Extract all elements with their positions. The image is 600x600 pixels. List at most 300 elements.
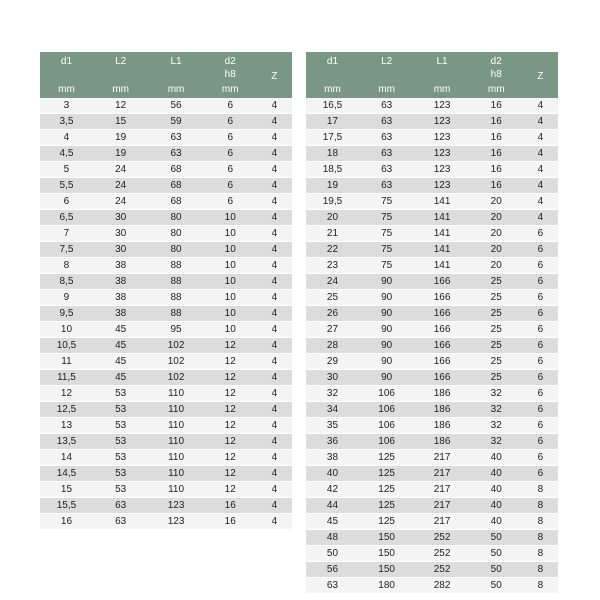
header-tolerance: h8 (490, 69, 502, 80)
cell-d2: 6 (204, 146, 257, 162)
header-tolerance: h8 (224, 69, 236, 80)
cell-l2: 45 (93, 354, 148, 370)
cell-l1: 186 (414, 434, 469, 450)
table-row (40, 514, 292, 530)
cell-l1: 95 (148, 322, 203, 338)
cell-d2: 6 (204, 98, 257, 114)
table-row (306, 290, 558, 306)
cell-l2: 15 (93, 114, 148, 130)
cell-l1: 102 (148, 370, 203, 386)
cell-l1: 166 (414, 322, 469, 338)
cell-l2: 90 (359, 274, 414, 290)
cell-d2: 25 (470, 274, 523, 290)
cell-l1: 68 (148, 178, 203, 194)
table-row (306, 210, 558, 226)
table-row (40, 178, 292, 194)
header-label: d1 (326, 56, 339, 67)
cell-l2: 75 (359, 242, 414, 258)
cell-z: 6 (523, 274, 558, 290)
table-row (40, 466, 292, 482)
cell-l2: 45 (93, 370, 148, 386)
cell-z: 4 (257, 194, 292, 210)
table-row (40, 226, 292, 242)
cell-d1: 26 (306, 306, 359, 322)
cell-d1: 22 (306, 242, 359, 258)
header-d2 (470, 52, 523, 98)
header-unit: mm (58, 84, 75, 95)
table-row (306, 482, 558, 498)
table-row (40, 306, 292, 322)
cell-d1: 30 (306, 370, 359, 386)
header-z (257, 52, 292, 98)
cell-l1: 166 (414, 274, 469, 290)
cell-z: 4 (257, 370, 292, 386)
cell-z: 6 (523, 386, 558, 402)
cell-l1: 123 (414, 130, 469, 146)
table-row (306, 386, 558, 402)
cell-d2: 12 (204, 434, 257, 450)
cell-d2: 50 (470, 578, 523, 594)
cell-d1: 24 (306, 274, 359, 290)
cell-l2: 150 (359, 562, 414, 578)
cell-z: 4 (257, 418, 292, 434)
header-l1 (414, 52, 469, 98)
cell-d2: 10 (204, 242, 257, 258)
cell-d1: 44 (306, 498, 359, 514)
cell-d1: 9 (40, 290, 93, 306)
table-row (306, 258, 558, 274)
cell-l2: 19 (93, 146, 148, 162)
header-label: Z (271, 71, 278, 82)
cell-d1: 34 (306, 402, 359, 418)
cell-d2: 16 (470, 114, 523, 130)
cell-l1: 123 (148, 514, 203, 530)
cell-d2: 12 (204, 466, 257, 482)
cell-l2: 12 (93, 98, 148, 114)
cell-l2: 125 (359, 514, 414, 530)
cell-z: 4 (257, 402, 292, 418)
cell-d1: 13 (40, 418, 93, 434)
cell-d1: 9,5 (40, 306, 93, 322)
cell-d1: 38 (306, 450, 359, 466)
cell-l2: 53 (93, 450, 148, 466)
cell-d2: 16 (470, 178, 523, 194)
header-unit: mm (378, 84, 395, 95)
cell-l2: 180 (359, 578, 414, 594)
table-row (40, 130, 292, 146)
cell-d1: 6,5 (40, 210, 93, 226)
cell-l2: 45 (93, 338, 148, 354)
cell-l2: 63 (359, 114, 414, 130)
cell-d1: 19 (306, 178, 359, 194)
cell-l2: 53 (93, 418, 148, 434)
table-row (40, 386, 292, 402)
cell-d2: 40 (470, 514, 523, 530)
cell-l2: 38 (93, 306, 148, 322)
header-unit: mm (167, 84, 185, 95)
table-row (40, 162, 292, 178)
cell-l1: 102 (148, 354, 203, 370)
cell-d2: 40 (470, 498, 523, 514)
cell-l1: 68 (148, 194, 203, 210)
cell-l1: 252 (414, 546, 469, 562)
cell-d2: 32 (470, 402, 523, 418)
cell-l2: 63 (93, 514, 148, 530)
cell-d2: 12 (204, 418, 257, 434)
cell-d1: 4 (40, 130, 93, 146)
cell-z: 4 (257, 146, 292, 162)
cell-d1: 56 (306, 562, 359, 578)
cell-l1: 141 (414, 242, 469, 258)
cell-l1: 123 (414, 178, 469, 194)
cell-d2: 25 (470, 306, 523, 322)
header-l2 (93, 52, 148, 98)
cell-d1: 15,5 (40, 498, 93, 514)
cell-l2: 45 (93, 322, 148, 338)
cell-l1: 123 (148, 498, 203, 514)
cell-z: 4 (523, 130, 558, 146)
cell-d1: 50 (306, 546, 359, 562)
cell-l1: 59 (148, 114, 203, 130)
header-label: d1 (60, 56, 73, 67)
table-row (40, 194, 292, 210)
cell-l1: 166 (414, 370, 469, 386)
cell-d2: 6 (204, 178, 257, 194)
table-row (306, 354, 558, 370)
cell-l2: 106 (359, 434, 414, 450)
cell-l2: 150 (359, 546, 414, 562)
cell-l2: 90 (359, 354, 414, 370)
cell-l1: 88 (148, 274, 203, 290)
table-header-row (306, 52, 558, 98)
cell-z: 6 (523, 370, 558, 386)
cell-d2: 20 (470, 242, 523, 258)
header-label: L1 (436, 56, 448, 67)
cell-d2: 25 (470, 370, 523, 386)
cell-l2: 90 (359, 306, 414, 322)
cell-z: 4 (257, 354, 292, 370)
cell-z: 6 (523, 466, 558, 482)
cell-l2: 75 (359, 226, 414, 242)
cell-d2: 6 (204, 114, 257, 130)
cell-l2: 53 (93, 386, 148, 402)
cell-z: 4 (523, 98, 558, 114)
table-row (306, 242, 558, 258)
cell-d2: 10 (204, 274, 257, 290)
cell-z: 4 (257, 226, 292, 242)
table-row (40, 290, 292, 306)
header-label: L2 (381, 56, 393, 67)
cell-z: 4 (257, 274, 292, 290)
cell-l2: 24 (93, 194, 148, 210)
table-row (306, 418, 558, 434)
cell-l1: 141 (414, 258, 469, 274)
cell-z: 4 (257, 306, 292, 322)
cell-d1: 7 (40, 226, 93, 242)
cell-z: 6 (523, 290, 558, 306)
header-label: L2 (115, 56, 127, 67)
cell-d2: 20 (470, 226, 523, 242)
cell-d2: 16 (470, 146, 523, 162)
cell-l2: 63 (359, 146, 414, 162)
cell-d1: 29 (306, 354, 359, 370)
cell-d1: 10 (40, 322, 93, 338)
cell-z: 8 (523, 514, 558, 530)
cell-d2: 16 (204, 514, 257, 530)
cell-z: 4 (257, 290, 292, 306)
cell-z: 4 (523, 114, 558, 130)
cell-l1: 186 (414, 418, 469, 434)
cell-z: 4 (257, 514, 292, 530)
cell-l1: 141 (414, 226, 469, 242)
cell-z: 6 (523, 226, 558, 242)
cell-z: 8 (523, 482, 558, 498)
cell-d2: 12 (204, 402, 257, 418)
cell-d2: 6 (204, 130, 257, 146)
cell-d2: 10 (204, 322, 257, 338)
table-row (306, 466, 558, 482)
cell-d2: 6 (204, 194, 257, 210)
cell-z: 4 (257, 322, 292, 338)
header-d1 (306, 52, 359, 98)
cell-l1: 88 (148, 306, 203, 322)
cell-d2: 50 (470, 530, 523, 546)
cell-d1: 21 (306, 226, 359, 242)
cell-d2: 32 (470, 418, 523, 434)
cell-l2: 125 (359, 450, 414, 466)
header-z (523, 52, 558, 98)
table-row (306, 322, 558, 338)
table-row (306, 114, 558, 130)
cell-l1: 80 (148, 242, 203, 258)
cell-d2: 10 (204, 258, 257, 274)
cell-l2: 106 (359, 402, 414, 418)
cell-d1: 8,5 (40, 274, 93, 290)
cell-d1: 19,5 (306, 194, 359, 210)
cell-z: 8 (523, 578, 558, 594)
cell-d1: 12,5 (40, 402, 93, 418)
cell-d1: 11,5 (40, 370, 93, 386)
cell-z: 4 (523, 162, 558, 178)
cell-d2: 16 (204, 498, 257, 514)
table-row (306, 194, 558, 210)
table-row (306, 546, 558, 562)
cell-d1: 7,5 (40, 242, 93, 258)
cell-d1: 27 (306, 322, 359, 338)
cell-d2: 40 (470, 466, 523, 482)
cell-d1: 11 (40, 354, 93, 370)
cell-l1: 123 (414, 98, 469, 114)
cell-z: 4 (257, 466, 292, 482)
table-row (40, 114, 292, 130)
cell-d2: 50 (470, 546, 523, 562)
cell-z: 4 (257, 498, 292, 514)
cell-z: 4 (257, 210, 292, 226)
cell-d2: 12 (204, 482, 257, 498)
cell-d2: 6 (204, 162, 257, 178)
cell-l1: 186 (414, 402, 469, 418)
cell-d1: 8 (40, 258, 93, 274)
table-row (40, 258, 292, 274)
cell-l1: 166 (414, 306, 469, 322)
cell-d1: 3,5 (40, 114, 93, 130)
cell-l1: 217 (414, 514, 469, 530)
cell-d1: 35 (306, 418, 359, 434)
cell-d2: 10 (204, 226, 257, 242)
cell-d2: 25 (470, 354, 523, 370)
cell-l1: 110 (148, 434, 203, 450)
cell-l1: 186 (414, 386, 469, 402)
cell-l1: 123 (414, 162, 469, 178)
table-row (306, 146, 558, 162)
table-row (40, 482, 292, 498)
cell-l2: 90 (359, 322, 414, 338)
cell-d1: 17 (306, 114, 359, 130)
cell-d2: 10 (204, 306, 257, 322)
cell-d2: 40 (470, 482, 523, 498)
cell-l2: 90 (359, 338, 414, 354)
cell-l1: 88 (148, 290, 203, 306)
cell-d1: 14 (40, 450, 93, 466)
cell-z: 4 (523, 210, 558, 226)
dimension-table-right (306, 52, 558, 594)
table-row (40, 210, 292, 226)
header-unit: mm (221, 84, 239, 95)
cell-d1: 12 (40, 386, 93, 402)
cell-z: 4 (257, 98, 292, 114)
cell-l1: 166 (414, 354, 469, 370)
cell-l1: 110 (148, 418, 203, 434)
cell-d1: 5,5 (40, 178, 93, 194)
cell-d2: 12 (204, 450, 257, 466)
cell-d2: 12 (204, 338, 257, 354)
cell-d1: 16 (40, 514, 93, 530)
cell-l2: 24 (93, 178, 148, 194)
cell-z: 4 (257, 338, 292, 354)
table-body (40, 98, 292, 530)
table-row (306, 130, 558, 146)
table-row (306, 450, 558, 466)
cell-l1: 141 (414, 194, 469, 210)
cell-z: 6 (523, 450, 558, 466)
cell-d2: 25 (470, 322, 523, 338)
table-row (40, 338, 292, 354)
cell-z: 4 (257, 178, 292, 194)
cell-d2: 12 (204, 370, 257, 386)
table-row (306, 578, 558, 594)
cell-d2: 16 (470, 130, 523, 146)
table-row (306, 162, 558, 178)
table-row (306, 514, 558, 530)
cell-z: 4 (257, 162, 292, 178)
table-row (306, 562, 558, 578)
cell-d1: 4,5 (40, 146, 93, 162)
cell-l1: 217 (414, 482, 469, 498)
table-row (306, 530, 558, 546)
cell-z: 4 (257, 258, 292, 274)
cell-z: 4 (257, 434, 292, 450)
cell-l2: 53 (93, 434, 148, 450)
cell-d2: 10 (204, 290, 257, 306)
table-header-row (40, 52, 292, 98)
cell-d2: 20 (470, 210, 523, 226)
cell-d1: 63 (306, 578, 359, 594)
cell-d2: 25 (470, 290, 523, 306)
cell-l2: 30 (93, 242, 148, 258)
cell-l2: 63 (93, 498, 148, 514)
cell-d2: 32 (470, 434, 523, 450)
cell-z: 4 (523, 178, 558, 194)
cell-d2: 16 (470, 162, 523, 178)
header-unit: mm (324, 84, 341, 95)
cell-z: 8 (523, 562, 558, 578)
cell-z: 6 (523, 322, 558, 338)
header-d1 (40, 52, 93, 98)
cell-l1: 110 (148, 466, 203, 482)
dimension-table-left (40, 52, 292, 530)
cell-d1: 25 (306, 290, 359, 306)
cell-d1: 18,5 (306, 162, 359, 178)
cell-d2: 20 (470, 258, 523, 274)
cell-d1: 40 (306, 466, 359, 482)
cell-l2: 150 (359, 530, 414, 546)
cell-l2: 106 (359, 386, 414, 402)
cell-d1: 15 (40, 482, 93, 498)
table-row (40, 402, 292, 418)
cell-z: 6 (523, 354, 558, 370)
cell-l1: 110 (148, 450, 203, 466)
cell-l1: 282 (414, 578, 469, 594)
cell-d1: 28 (306, 338, 359, 354)
cell-d2: 40 (470, 450, 523, 466)
cell-d1: 23 (306, 258, 359, 274)
cell-z: 4 (523, 146, 558, 162)
cell-l2: 38 (93, 274, 148, 290)
table-row (306, 402, 558, 418)
cell-z: 6 (523, 242, 558, 258)
header-unit: mm (487, 84, 505, 95)
cell-l2: 125 (359, 482, 414, 498)
cell-d1: 3 (40, 98, 93, 114)
table-row (306, 338, 558, 354)
cell-d1: 16,5 (306, 98, 359, 114)
table-row (40, 498, 292, 514)
cell-d1: 32 (306, 386, 359, 402)
header-unit: mm (112, 84, 129, 95)
cell-z: 8 (523, 498, 558, 514)
cell-z: 4 (257, 130, 292, 146)
cell-l2: 125 (359, 466, 414, 482)
table-row (40, 434, 292, 450)
cell-l2: 30 (93, 226, 148, 242)
cell-d2: 25 (470, 338, 523, 354)
table-row (306, 274, 558, 290)
cell-l2: 19 (93, 130, 148, 146)
cell-z: 6 (523, 338, 558, 354)
cell-z: 6 (523, 402, 558, 418)
cell-l2: 63 (359, 162, 414, 178)
cell-l1: 68 (148, 162, 203, 178)
cell-l1: 110 (148, 386, 203, 402)
header-label: L1 (170, 56, 182, 67)
cell-d1: 14,5 (40, 466, 93, 482)
cell-d1: 17,5 (306, 130, 359, 146)
cell-l1: 141 (414, 210, 469, 226)
header-d2 (204, 52, 257, 98)
table-body (306, 98, 558, 594)
cell-l1: 63 (148, 146, 203, 162)
cell-l1: 123 (414, 114, 469, 130)
